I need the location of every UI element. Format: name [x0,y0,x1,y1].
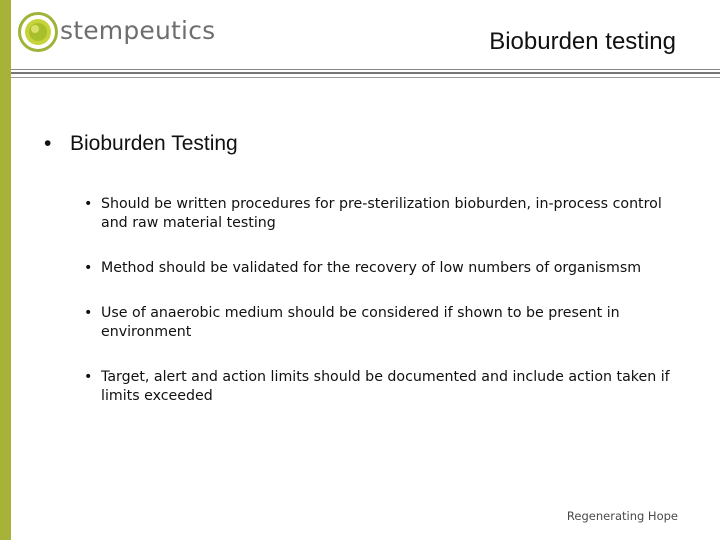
bullet-marker: • [44,132,52,155]
heading-text: Bioburden Testing [70,132,238,155]
logo-wordmark: stempeutics [60,16,216,45]
list-item [84,368,674,406]
main-bullet-heading [44,132,238,156]
bullet-marker: • [84,305,93,321]
header-divider-bottom [11,77,720,78]
bullet-marker: • [84,260,93,276]
list-item-text: Method should be validated for the recovery of low numbers of organismsm [101,260,642,276]
list-item-text: Use of anaerobic medium should be considered if shown to be present in environment [101,305,620,340]
header-divider-top [11,69,720,70]
list-item-text: Should be written procedures for pre-sterilization bioburden, in-process control and raw material testing [101,196,662,231]
footer-tagline: Regenerating Hope [566,509,678,523]
bullet-marker: • [84,196,93,212]
left-accent-bar [0,0,11,540]
list-item-text: Target, alert and action limits should be documented and include action taken if limits exceeded [101,369,670,404]
list-item [84,259,674,278]
list-item [84,304,674,342]
sub-bullet-list [84,195,674,432]
list-item [84,195,674,233]
slide-title: Bioburden testing [489,28,676,55]
bullet-marker: • [84,369,93,385]
logo-circle-icon [18,12,58,52]
header-divider-middle [11,72,720,74]
company-logo [18,10,218,54]
